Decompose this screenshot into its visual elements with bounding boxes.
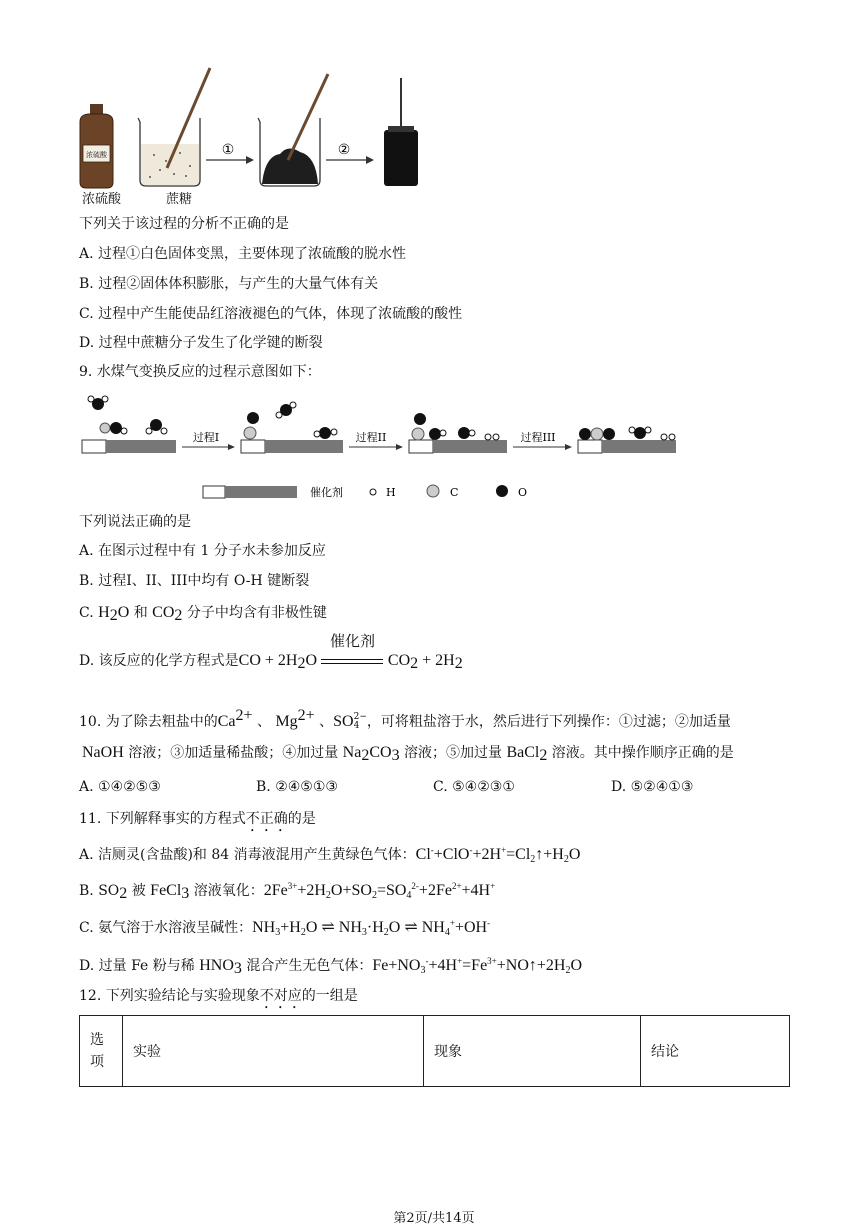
stage1-molecules — [88, 396, 167, 434]
q11-option-a: A. 洁厕灵(含盐酸)和 84 消毒液混用产生黄绿色气体：$Cl^-+ClO^-+2H^+=Cl_2↑+H_2O$ — [79, 845, 581, 865]
q9-option-d: D. 该反应的化学方程式是CO + $2H_2O$ 催化剂 $CO_2 + 2H_2$ — [79, 632, 463, 672]
q9-option-b: B. 过程I、II、III中均有 O-H 键断裂 — [79, 573, 310, 589]
catalyst-bar-4 — [578, 440, 676, 453]
equation-c: $NH_3+H_2O$ ⇌ $NH_3\cdot H_2O$ ⇌ $NH_4^++OH^-$ — [252, 918, 491, 938]
beaker-sugar — [138, 68, 210, 186]
header-experiment: 实验 — [123, 1016, 424, 1087]
q12-stem: 12. 下列实验结论与实验现象不对应的一组是 — [79, 988, 358, 1004]
q10-option-c: C. ⑤④②③① — [433, 779, 515, 795]
table-header-row — [80, 1016, 790, 1087]
legend-h: H — [386, 486, 396, 499]
catalyst-bar-3 — [409, 440, 507, 453]
stage4-molecules — [579, 427, 675, 440]
page-footer: 第2页/共14页 — [393, 1211, 475, 1226]
beaker-carbon — [258, 74, 328, 186]
experiment-table — [79, 1015, 790, 1087]
q8-option-a: A. 过程①白色固体变黑，主要体现了浓硫酸的脱水性 — [79, 246, 407, 262]
q9-option-c: C. $H_2O$ 和 $CO_2$ 分子中均含有非极性键 — [79, 604, 327, 624]
catalyst-equals: 催化剂 — [321, 652, 383, 670]
q10-option-d: D. ⑤②④①③ — [611, 779, 694, 795]
process-1-label: 过程I — [192, 431, 220, 444]
q9-stem: 9. 水煤气变换反应的过程示意图如下： — [79, 364, 321, 380]
caption-sugar: 蔗糖 — [166, 192, 193, 207]
header-conclusion: 结论 — [641, 1016, 790, 1087]
legend-c: C — [450, 486, 459, 499]
water-gas-shift-diagram — [78, 390, 688, 505]
stage3-molecules — [412, 413, 499, 440]
sugar-dehydration-figure — [70, 60, 430, 210]
process-2-label: 过程II — [355, 431, 387, 444]
catalyst-bar-2 — [241, 440, 343, 453]
carbon-column — [384, 78, 418, 186]
process-3-label: 过程III — [520, 431, 556, 444]
q8-option-d: D. 过程中蔗糖分子发生了化学键的断裂 — [79, 335, 323, 351]
q8-option-c: C. 过程中产生能使品红溶液褪色的气体，体现了浓硫酸的酸性 — [79, 306, 463, 322]
q10-stem-line1: 10. 为了除去粗盐中的$Ca^{2+}$ 、 $Mg^{2+}$ 、SO 2− 4 ，可将粗盐溶于水，然后进行下列操作：①过滤；②加适量 — [79, 707, 731, 731]
equation-b: $2Fe^{3+}+2H_2O+SO_2=SO_4^{2-}+2Fe^{2+}+4H^+$ — [263, 881, 496, 901]
stage2-molecules — [244, 402, 337, 439]
legend — [203, 485, 508, 498]
legend-o: O — [518, 486, 528, 499]
q8-option-b: B. 过程②固体体积膨胀，与产生的大量气体有关 — [79, 276, 379, 292]
bottle-label: 浓硫酸 — [86, 151, 107, 159]
q11-option-b: B. $SO_2$ 被 FeCl$_3$ 溶液氧化：$2Fe^{3+}+2H_2O+SO_2=SO_4^{2-}+2Fe^{2+}+4H^+$ — [79, 881, 496, 902]
q8-stem: 下列关于该过程的分析不正确的是 — [79, 216, 289, 232]
q11-option-d: D. 过量 Fe 粉与稀 $HNO_3$ 混合产生无色气体：$Fe+NO_3^-+4H^+=Fe^{3+}+NO↑+2H_2O$ — [79, 956, 583, 977]
header-phenomenon: 现象 — [424, 1016, 641, 1087]
catalyst-bar-1 — [82, 440, 176, 453]
q10-option-b: B. ②④⑤①③ — [256, 779, 338, 795]
caption-acid: 浓硫酸 — [82, 192, 122, 207]
q11-option-c: C. 氨气溶于水溶液呈碱性：$NH_3+H_2O$ ⇌ $NH_3\cdot H_2O$ ⇌ $NH_4^++OH^-$ — [79, 918, 491, 938]
q10-option-a: A. ①④②⑤③ — [79, 779, 161, 795]
legend-catalyst: 催化剂 — [310, 486, 343, 499]
header-option: 选 项 — [80, 1016, 123, 1087]
equation-a: $Cl^-+ClO^-+2H^+=Cl_2↑+H_2O$ — [415, 845, 581, 865]
step-1-label: ① — [221, 142, 235, 158]
q10-stem-line2: NaOH 溶液；③加适量稀盐酸；④加过量 $Na_2CO_3$ 溶液；⑤加过量 BaCl$_2$ 溶液。其中操作顺序正确的是 — [82, 744, 734, 764]
q9-ask: 下列说法正确的是 — [79, 514, 191, 530]
q9-option-a: A. 在图示过程中有 1 分子水未参加反应 — [79, 543, 326, 559]
acid-bottle — [80, 104, 113, 188]
step-2-label: ② — [337, 142, 351, 158]
equation-d: $Fe+NO_3^-+4H^+=Fe^{3+}+NO↑+2H_2O$ — [372, 956, 583, 976]
q11-stem: 11. 下列解释事实的方程式不正确的是 — [79, 811, 316, 827]
